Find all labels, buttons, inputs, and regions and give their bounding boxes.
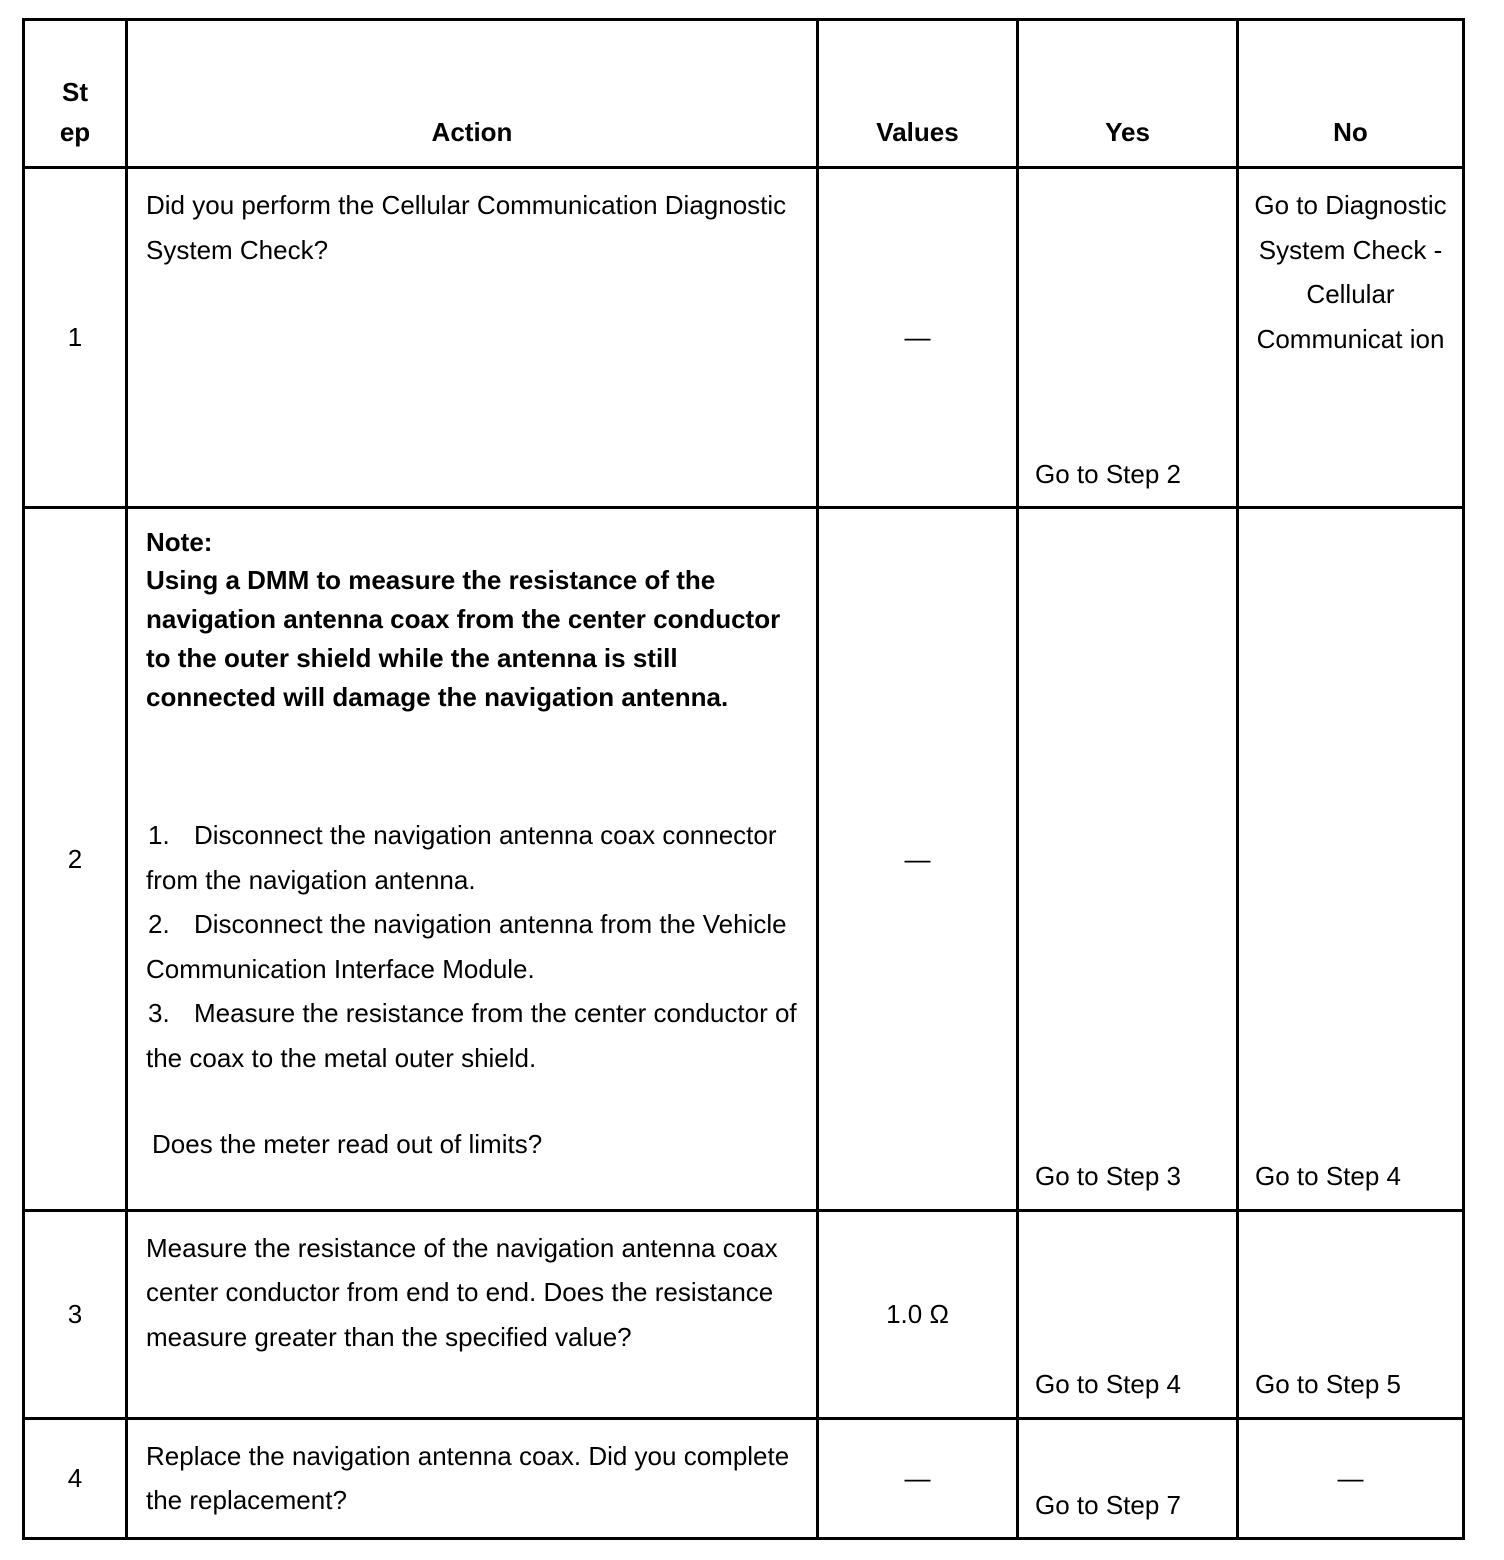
- header-values: [818, 20, 1018, 168]
- yes-link[interactable]: Go to Step 4: [1018, 1210, 1238, 1418]
- substep-text: Disconnect the navigation antenna from the Vehicle Communication Interface Module.: [146, 909, 787, 984]
- header-step: [24, 20, 127, 168]
- spacer: [146, 717, 804, 813]
- yes-link[interactable]: Go to Step 2: [1018, 168, 1238, 508]
- table-row-step-3: [24, 1210, 1464, 1418]
- step-number: 1: [24, 168, 127, 508]
- action-text: Did you perform the Cellular Communication Diagnostic System Check?: [127, 168, 818, 508]
- action-text: Replace the navigation antenna coax. Did you complete the replacement?: [127, 1418, 818, 1538]
- header-no: [1238, 20, 1464, 168]
- substep-text: Measure the resistance from the center conductor of the coax to the metal outer shield.: [146, 998, 797, 1073]
- substep-number: 2.: [148, 909, 170, 940]
- header-action-label: Action: [431, 117, 513, 148]
- header-values-label: Values: [876, 117, 959, 148]
- list-item: [146, 902, 804, 991]
- question-text: Does the meter read out of limits?: [152, 1129, 543, 1160]
- action-cell: [127, 508, 818, 1210]
- header-yes: [1018, 20, 1238, 168]
- value-text: 1.0 Ω: [818, 1210, 1018, 1418]
- yes-link[interactable]: Go to Step 3: [1018, 508, 1238, 1210]
- table-row-step-1: [24, 168, 1464, 508]
- yes-link[interactable]: Go to Step 7: [1018, 1418, 1238, 1538]
- substep-list: [146, 813, 804, 1080]
- value-text: —: [818, 168, 1018, 508]
- value-text: —: [818, 508, 1018, 1210]
- no-link[interactable]: Go to Step 4: [1238, 508, 1464, 1210]
- header-no-label: No: [1333, 117, 1368, 148]
- header-step-label: St ep: [59, 77, 91, 148]
- list-item: [146, 991, 804, 1080]
- step-number: 3: [24, 1210, 127, 1418]
- header-row: [24, 20, 1464, 168]
- table-row-step-4: [24, 1418, 1464, 1538]
- table-row-step-2: [24, 508, 1464, 1210]
- note-text: Using a DMM to measure the resistance of the navigation antenna coax from the center conductor to the outer shield while the antenna is still connected will damage the navigation antenna.: [146, 565, 781, 713]
- no-link[interactable]: Go to Step 5: [1238, 1210, 1464, 1418]
- header-yes-label: Yes: [1105, 117, 1150, 148]
- step-number: 2: [24, 508, 127, 1210]
- list-item: [146, 813, 804, 902]
- no-value: —: [1238, 1418, 1464, 1538]
- action-text: Measure the resistance of the navigation antenna coax center conductor from end to end. Does the resistance measure greater than the specified value?: [127, 1210, 818, 1418]
- substep-number: 1.: [148, 820, 170, 851]
- value-text: —: [818, 1418, 1018, 1538]
- step-number: 4: [24, 1418, 127, 1538]
- header-action: [127, 20, 818, 168]
- substep-text: Disconnect the navigation antenna coax connector from the navigation antenna.: [146, 820, 777, 895]
- note-title: Note:: [146, 527, 213, 558]
- diagnostic-table: [22, 18, 1465, 1540]
- no-link[interactable]: Go to Diagnostic System Check - Cellular Communicat ion: [1238, 168, 1464, 508]
- substep-number: 3.: [148, 998, 170, 1029]
